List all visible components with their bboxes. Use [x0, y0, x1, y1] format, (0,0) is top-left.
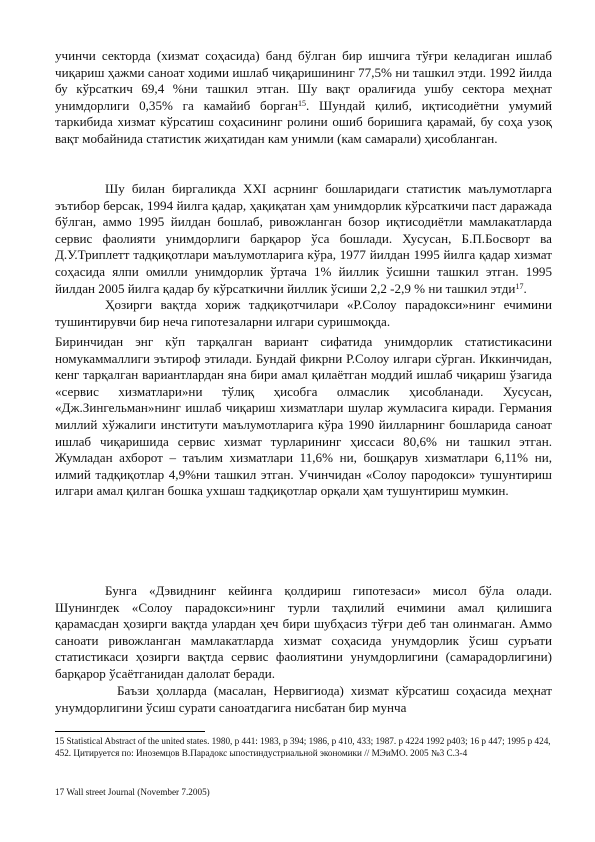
- footnote-15: [55, 735, 552, 760]
- footnote-17: [55, 786, 552, 798]
- paragraph-2: [55, 181, 552, 297]
- footnote-ref-15: 15: [297, 98, 306, 108]
- paragraph-4: [55, 334, 552, 500]
- paragraph-2-end: .: [523, 280, 527, 296]
- paragraph-2-text: Шу билан биргаликда XXI асрнинг бошларидаги статистик маълумотларга эътибор берсак, 1994 йилга қадар, ҳақиқатан ҳам унимдорлик кўрсаткичи паст даражада бўлган, аммо 1995 йилдан бошлаб, ривожланган бозор иқтисодиётли мамлакатларда сервис фаолияти унимдорлиги барқарор ўса бошлади. Хусусан, Б.П.Босворт ва Д.У.Триплетт тадқиқотлари маълумотларига кўра, 1977 йилдан 1995 йилга қадар хизмат соҳасида ялпи омилли унимдорлик ўртача 1% йиллик ўсишни ташкил этган. 1995 йилдан 2005 йилга қадар бу кўрсаткични йиллик ўсиши 2,2 -2,9 % ни ташкил этди: [55, 181, 552, 296]
- paragraph-4-text: Биринчидан энг кўп тарқалган вариант сифатида унимдорлик статистикасини номукаммаллиги эътироф этилади. Бундай фикрни Р.Солоу илгари сўрган. Иккинчидан, кенг тарқалган вариантлардан яна бири амал қилаётган моддий ишлаб чиқариш ўзагида «сервис хизматлари»ни тўлиқ ҳисобга олмаслик ҳисобланади. Хусусан, «Дж.Зингельман»нинг ишлаб чиқариш хизматлари шулар жумласига киради. Германия миллий хўжалиги институти маълумотларига кўра 1990 йилларнинг бошларида саноат ишлаб чиқаришида сервис хизмат турларининг ҳиссаси 80,6% ни ташкил этган. Жумладан ахборот – таълим хизматлари 11,6% ни, бошқарув хизматлари 6,11% ни, илмий тадқиқотлар 4,9%ни ташкил этган. Учинчидан «Солоу пародокси» тушунтириш илгари амал қилган бошка ухшаш тадқиқотлар орқали ҳам тушунтириш мумкин.: [55, 334, 552, 499]
- footnote-15-text: 15 Statistical Abstract of the united states. 1980, p 441: 1983, p 394; 1986, p 410, 433; 1987. p 4224 1992 p403; 16 p 447; 1995 p 424, 452. Цитируется по: Иноземцов В.Парадокс ыпостиндустриальной экономики // МЭиМО. 2005 №3 С.3-4: [55, 736, 551, 759]
- paragraph-3: [55, 297, 552, 330]
- paragraph-1-end: . Шундай қилиб, иқтисодиётни умумий таркибида хизмат кўрсатиш соҳасининг ролини ошиб боришига қарамай, бу соҳа узоқ вақт мобайнида статистик жиҳатидан кам унимли (кам самарали) ҳисобланган.: [55, 97, 552, 146]
- footnote-ref-17: 17: [515, 281, 524, 291]
- paragraph-6-text: Баъзи ҳолларда (масалан, Нервигиода) хизмат кўрсатиш соҳасида меҳнат унумдорлигини ўсиш сурати саноатдагига нисбатан бир мунча: [55, 683, 552, 715]
- paragraph-1-text: учинчи секторда (хизмат соҳасида) банд бўлган бир ишчига тўғри келадиган ишлаб чиқариш ҳажми саноат ходими ишлаб чиқаришининг 77,5% ни ташкил этди. 1992 йилда бу кўрсаткич 69,4 %ни ташкил этган. Шу вақт оралиғида ушбу сектора меҳнат унимдорлиги 0,35% га камайиб борган: [55, 48, 552, 113]
- paragraph-1: [55, 48, 552, 148]
- footnote-separator: [55, 731, 205, 732]
- paragraph-6: [55, 683, 552, 716]
- paragraph-3-text: Ҳозирги вақтда хориж тадқиқотчилари «Р.Солоу парадокси»нинг ечимини тушинтирувчи бир неча гипотезаларни илгари суришмоқда.: [55, 297, 552, 329]
- paragraph-5: [55, 583, 552, 683]
- paragraph-5-text: Бунга «Дэвиднинг кейинга қолдириш гипотезаси» мисол бўла олади. Шунингдек «Солоу парадокси»нинг турли таҳлилий ечимини амал қилишига қарамасдан ҳозирги вақтда улардан ҳеч бири шубҳасиз тўғри деб тан олинмаган. Аммо саноати ривожланган мамлакатларда хизмат соҳасида унумдорлик ўсиш суръати статистикаси ҳозирги вақтда сервис фаолиятини унумдорлигини (самарадорлигини) барқарор ўсаётганидан далолат беради.: [55, 583, 552, 681]
- footnote-17-text: 17 Wall street Journal (November 7.2005): [55, 787, 210, 797]
